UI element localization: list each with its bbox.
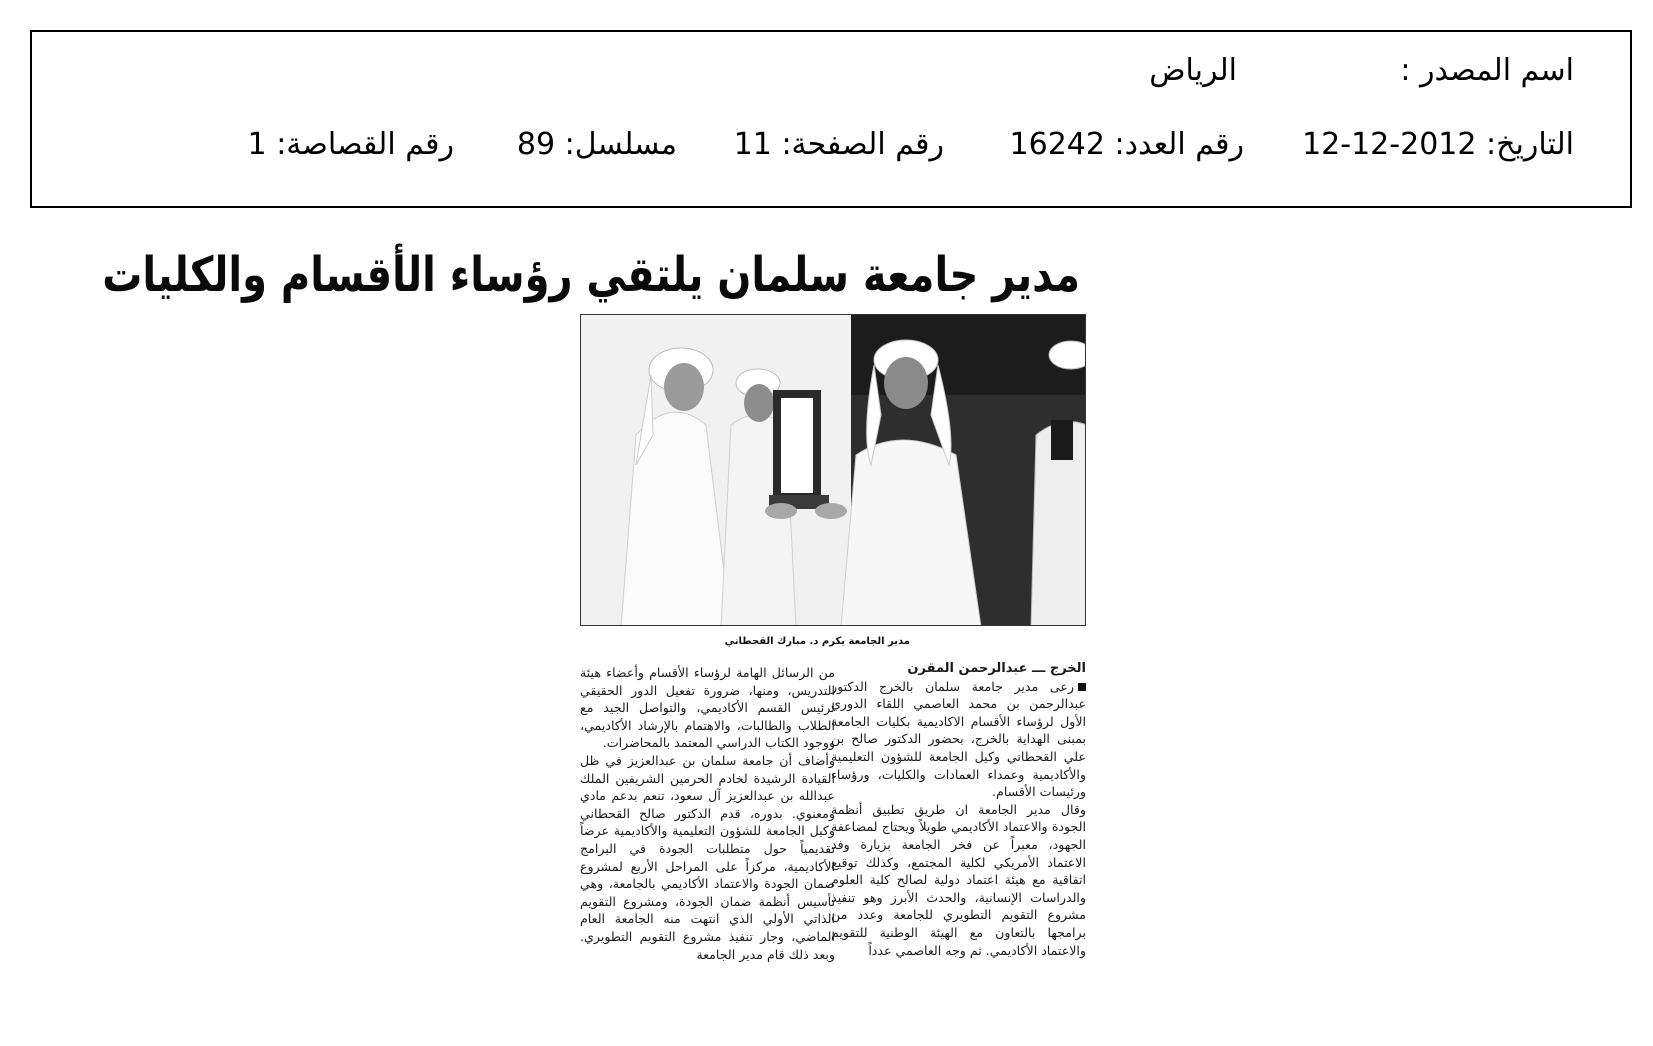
page-value: 11 <box>733 127 772 162</box>
date-value: 2012-12-12 <box>1302 127 1477 162</box>
serial-field <box>516 127 677 162</box>
date-field <box>1302 127 1574 162</box>
clip-label: رقم القصاصة: <box>276 127 454 162</box>
article-byline: الخرج ـــ عبدالرحمن المقرن <box>907 661 1086 676</box>
page-label: رقم الصفحة: <box>781 127 944 162</box>
serial-label: مسلسل: <box>564 127 677 162</box>
issue-value: 16242 <box>1009 127 1105 162</box>
date-label: التاريخ: <box>1486 127 1574 162</box>
article-paragraph: من الرسائل الهامة لرؤساء الأقسام وأعضاء هيئة التدريس، ومنها، ضرورة تفعيل الدور الحقيقي لرئيس القسم الأكاديمي، والتواصل الجيد مع الطلاب والطالبات، والاهتمام بالإرشاد الأكاديمي، ووجود الكتاب الدراسي المعتمد بالمحاضرات. <box>580 665 835 751</box>
article-column-right <box>831 660 1086 959</box>
clip-value: 1 <box>247 127 267 162</box>
page-field <box>733 127 944 162</box>
article-headline: مدير جامعة سلمان يلتقي رؤساء الأقسام والكليات <box>102 248 1080 304</box>
source-row <box>1400 53 1574 88</box>
clip-field <box>247 127 454 162</box>
article-column-left <box>580 664 835 963</box>
bullet-icon <box>1078 683 1086 691</box>
source-value: الرياض <box>1149 53 1237 88</box>
article-paragraph <box>831 678 1086 801</box>
issue-field <box>1009 127 1244 162</box>
serial-value: 89 <box>516 127 556 162</box>
article-paragraph: وأضاف أن جامعة سلمان بن عبدالعزيز في ظل القيادة الرشيدة لخادم الحرمين الشريفين الملك عبدالله بن عبدالعزيز آل سعود، تنعم بدعم مادي ومعنوي. بدوره، قدم الدكتور صالح القحطاني وكيل الجامعة للشؤون التعليمية والأكاديمية عرضاً تقديمياً حول متطلبات الجودة في البرامج الأكاديمية، مركزاً على المراحل الأربع لمشروع ضمان الجودة والاعتماد الأكاديمي بالجامعة، وهي تأسيس أنظمة ضمان الجودة، ومشروع التقويم الذاتي الأولي الذي انتهت منه الجامعة العام الماضي، وجار تنفيذ مشروع التقويم التطويري. وبعد ذلك قام مدير الجامعة <box>580 752 835 962</box>
issue-label: رقم العدد: <box>1114 127 1244 162</box>
source-label: اسم المصدر : <box>1400 53 1574 88</box>
article-photo <box>580 314 1086 626</box>
paragraph-text: رعى مدير جامعة سلمان بالخرج الدكتور عبدالرحمن بن محمد العاصمي اللقاء الدوري الأول لرؤساء الأقسام الاكاديمية بكليات الجامعة بمبنى الهداية بالخرج، بحضور الدكتور صالح بن علي القحطاني وكيل الجامعة للشؤون التعليمية والأكاديمية وعمداء العمادات والكليات، ورؤساء ورئيسات الأقسام. <box>831 678 1086 800</box>
photo-caption: مدير الجامعة يكرم د. مبارك القحطاني <box>724 636 910 647</box>
clipping-header <box>30 30 1632 208</box>
article-paragraph: وقال مدير الجامعة ان طريق تطبيق أنظمة الجودة والاعتماد الأكاديمي طويلاً ويحتاج لمضاعفة الجهود، معبراً عن فخر الجامعة بزيارة وفد الاعتماد الأمريكي لكلية المجتمع، وكذلك توقيع اتفاقية مع هيئة اعتماد دولية لصالح كلية العلوم والدراسات الإنسانية، والحدث الأبرز وهو تنفيذ مشروع التقويم التطويري للجامعة وعدد من برامجها بالتعاون مع الهيئة الوطنية للتقويم والاعتماد الأكاديمي. ثم وجه العاصمي عدداً <box>831 801 1086 958</box>
